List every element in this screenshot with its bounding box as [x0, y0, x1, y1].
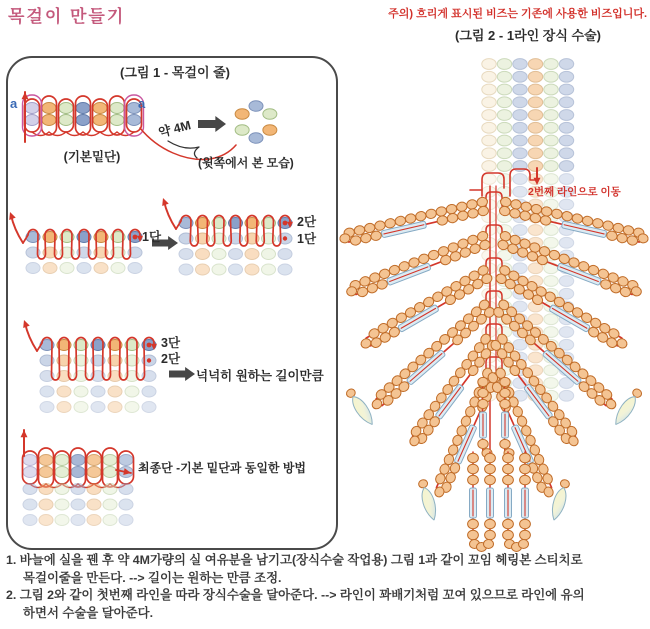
instruction-line-1: 1. 바늘에 실을 꿴 후 약 4M가량의 실 여유분을 남기고(장식수술 작업용) 그림 1과 같이 꼬임 헤링본 스티치로: [6, 553, 583, 567]
label-a-right: a: [138, 96, 146, 111]
row2b-label: 2단: [161, 352, 181, 366]
thread-length-label: 약 4M: [157, 118, 193, 140]
row1-label: 1단: [142, 230, 162, 244]
figure2-caption: (그림 2 - 1라인 장식 수술): [455, 28, 601, 43]
caution-note: 주의) 흐리게 표시된 비즈는 기존에 사용한 비즈입니다.: [388, 8, 647, 20]
instruction-line-3: 2. 그림 2와 같이 첫번째 라인을 따라 장식수술을 달아준다. --> 라인이 꽈배기처럼 꼬여 있으므로 라인에 유의: [6, 588, 585, 603]
instruction-line-2: 목걸이줄을 만든다. --> 길이는 원하는 만큼 조정.: [23, 570, 282, 585]
base-row-label: (기본밑단): [63, 150, 121, 164]
instructions: [6, 552, 646, 622]
move-to-second-line-note: 2번째 라인으로 이동: [528, 186, 621, 198]
row1-label-right: 1단: [297, 232, 317, 246]
row3-label: 3단: [161, 336, 181, 350]
final-row-note: 최종단 -기본 밑단과 동일한 방법: [138, 461, 307, 475]
figure1-caption: (그림 1 - 목걸이 줄): [119, 65, 230, 80]
page-title: 목걸이 만들기: [8, 7, 126, 26]
instruction-line-4: 하면서 수술을 달아준다.: [23, 605, 154, 620]
top-view-label: (윗쪽에서 본 모습): [198, 156, 294, 170]
row2-label-right: 2단: [297, 215, 317, 229]
length-note: 넉넉히 원하는 길이만큼: [196, 369, 324, 383]
label-a-left: a: [10, 96, 18, 111]
